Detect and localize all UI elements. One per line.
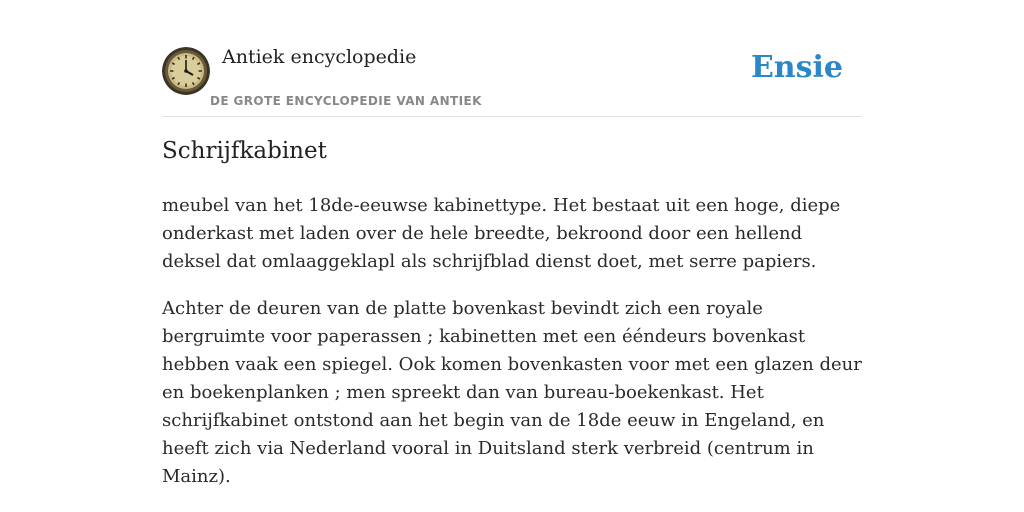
site-subtitle: DE GROTE ENCYCLOPEDIE VAN ANTIEK xyxy=(210,94,482,108)
article-body xyxy=(162,192,862,510)
brand-logo[interactable]: Ensie xyxy=(750,50,843,85)
site-header xyxy=(162,44,862,117)
article-paragraph: Achter de deuren van de platte bovenkast bevindt zich een royale bergruimte voor paperassen ; kabinetten met een ééndeurs bovenkast hebben vaak een spiegel. Ook komen bovenkasten voor met een glazen deur en boekenplanken ; men spreekt dan van bureau-boekenkast. Het schrijfkabinet ontstond aan het begin van de 18de eeuw in Engeland, en heeft zich via Nederland vooral in Duitsland sterk verbreid (centrum in Mainz). xyxy=(162,298,862,487)
site-title[interactable]: Antiek encyclopedie xyxy=(222,46,417,68)
article-paragraph: meubel van het 18de-eeuwse kabinettype. Het bestaat uit een hoge, diepe onderkast met laden over de hele breedte, bekroond door een hellend deksel dat omlaaggeklapl als schrijfblad dienst doet, met serre papiers. xyxy=(162,195,841,272)
article-title: Schrijfkabinet xyxy=(162,138,327,164)
clock-icon[interactable] xyxy=(162,47,210,95)
